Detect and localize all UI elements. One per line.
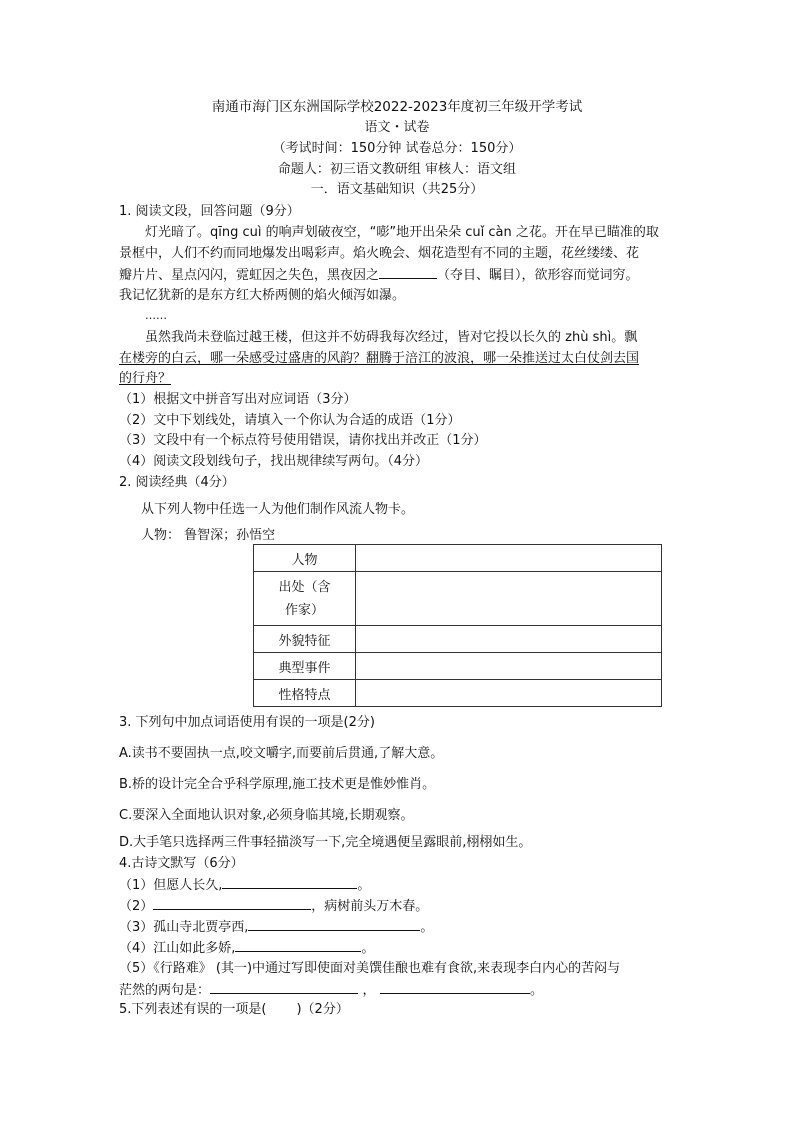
- q4-prompt: 4.古诗文默写（6分）: [119, 856, 244, 871]
- q4-text: 。: [530, 983, 544, 998]
- character-card-table: [253, 544, 662, 707]
- q4-line-6: [119, 981, 543, 1000]
- q1-underlined-sentence: 在楼旁的白云，哪一朵感受过盛唐的风韵？翻腾于涪江的波浪，哪一朵推送过太白仗剑去国: [119, 351, 640, 366]
- q1-passage-text: （夺目、瞩目），欲形容而觉词穷。: [437, 268, 639, 283]
- answer-blank[interactable]: [379, 266, 437, 279]
- q4-line-4: [119, 939, 374, 958]
- table-answer-cell[interactable]: [356, 572, 662, 626]
- q5-text: 5.下列表述有误的一项是(: [119, 1002, 267, 1017]
- table-label: 人物: [254, 545, 356, 572]
- q4-line-5: （5）《行路难》 (其一)中通过写即使面对美馔佳酿也难有食欲,来表现李白内心的苦闷与: [119, 961, 621, 976]
- q4-line-3: [119, 918, 433, 937]
- q1-passage-line: 灯光暗了。qīng cuì 的响声划破夜空，“嘭”地开出朵朵 cuǐ càn 之花。开在早已瞄准的取: [145, 225, 659, 240]
- answer-blank[interactable]: [235, 939, 361, 952]
- q4-line-2: [119, 897, 428, 916]
- table-answer-cell[interactable]: [356, 680, 662, 707]
- q4-text: （1）但愿人长久,: [119, 878, 223, 893]
- section-heading: 一．语文基础知识（共25分）: [310, 182, 484, 197]
- answer-blank[interactable]: [380, 981, 530, 994]
- q2-people: 人物： 鲁智深；孙悟空: [141, 528, 276, 543]
- exam-subtitle: 语文・试卷: [364, 120, 430, 135]
- table-label: 典型事件: [254, 653, 356, 680]
- q3-option-b: B.桥的设计完全合乎科学原理,施工技术更是惟妙惟肖。: [119, 777, 436, 792]
- q3-prompt: 3. 下列句中加点词语使用有误的一项是(2分): [119, 715, 375, 730]
- q1-passage-line: 景框中，人们不约而同地爆发出喝彩声。焰火晚会、烟花造型有不同的主题，花丝缕缕、花: [119, 246, 640, 261]
- table-label: 外貌特征: [254, 626, 356, 653]
- exam-info: （考试时间：150分钟 试卷总分：150分）: [272, 141, 522, 156]
- q4-text: （4）江山如此多娇,: [119, 941, 236, 956]
- q3-option-d: D.大手笔只选择两三件事轻描淡写一下,完全境遇便呈露眼前,栩栩如生。: [119, 835, 532, 850]
- q5-prompt: [119, 1001, 349, 1019]
- table-label-line: 出处（含: [278, 579, 331, 595]
- q4-line-1: [119, 876, 370, 895]
- q3-option-c: C.要深入全面地认识对象,必须身临其境,长期观察。: [119, 808, 414, 823]
- ellipsis: ……: [145, 309, 167, 322]
- q4-text: ，病树前头万木春。: [311, 899, 429, 914]
- q4-text: （3）孤山寺北贾亭西,: [119, 920, 249, 935]
- q4-text: 。: [357, 878, 371, 893]
- q4-text: 。: [420, 920, 434, 935]
- answer-blank[interactable]: [248, 918, 420, 931]
- q4-text: （2）: [119, 899, 154, 914]
- table-answer-cell[interactable]: [356, 653, 662, 680]
- q4-text: ，: [362, 983, 376, 998]
- q1-subquestion: （2）文中下划线处，请填入一个你认为合适的成语（1分）: [119, 413, 461, 428]
- answer-blank[interactable]: [210, 981, 358, 994]
- q1-passage-line: 我记忆犹新的是东方红大桥两侧的焰火倾泻如瀑。: [119, 288, 406, 303]
- table-answer-cell[interactable]: [356, 626, 662, 653]
- exam-authors: 命题人：初三语文教研组 审核人：语文组: [277, 162, 517, 177]
- q1-passage-text: 瓣片片、星点闪闪，霓虹因之失色，黑夜因之: [119, 268, 380, 283]
- q4-text: 。: [361, 941, 375, 956]
- answer-blank[interactable]: [153, 897, 311, 910]
- q2-prompt: 2. 阅读经典（4分）: [119, 475, 235, 490]
- q1-passage-line: [119, 266, 639, 285]
- q5-text: )（2分）: [296, 1002, 349, 1017]
- q1-subquestion: （4）阅读文段划线句子，找出规律续写两句。（4分）: [119, 454, 429, 469]
- exam-title: 南通市海门区东洲国际学校2022-2023年度初三年级开学考试: [211, 99, 583, 115]
- q3-option-a: A.读书不要固执一点,咬文嚼字,而要前后贯通,了解大意。: [119, 746, 444, 761]
- q2-instruction: 从下列人物中任选一人为他们制作风流人物卡。: [141, 502, 415, 517]
- table-label: [254, 572, 356, 626]
- answer-blank[interactable]: [222, 876, 357, 889]
- table-label: 性格特点: [254, 680, 356, 707]
- q1-underlined-sentence: 的行舟？: [119, 371, 172, 386]
- q4-text: 茫然的两句是：: [119, 983, 211, 998]
- q1-passage-line: 虽然我尚未登临过越王楼，但这并不妨碍我每次经过，皆对它投以长久的 zhù shì。飘: [145, 330, 638, 345]
- table-label-line: 作家）: [284, 602, 324, 618]
- table-answer-cell[interactable]: [356, 545, 662, 572]
- q1-subquestion: （1）根据文中拼音写出对应词语（3分）: [119, 392, 357, 407]
- q1-prompt: 1. 阅读文段，回答问题（9分）: [119, 204, 300, 219]
- q1-subquestion: （3）文段中有一个标点符号使用错误，请你找出并改正（1分）: [119, 433, 487, 448]
